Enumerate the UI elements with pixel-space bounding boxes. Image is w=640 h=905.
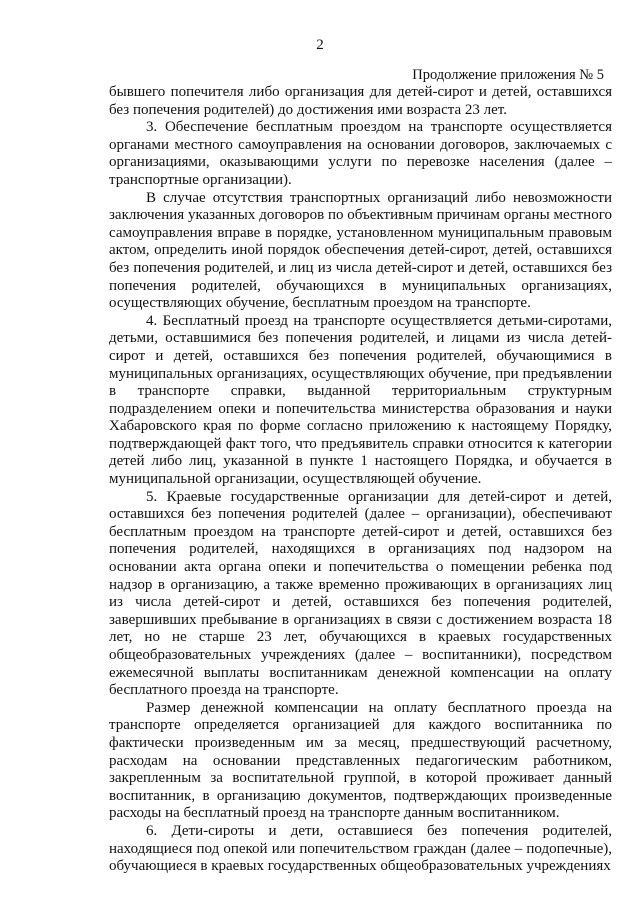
paragraph-6: Размер денежной компенсации на оплату бесплатного проезда на транспорте определяется организацией для каждого воспитанника по фактически произведенным им за месяц, предшествующий расчетному, расходам на основании представленных педагогическим работником, закрепленным за воспитательной группой, в которой проживает данный воспитанник, в организацию документов, подтверждающих произведенные расходы на бесплатный проезд на транспорте данным воспитанником.	[109, 699, 612, 822]
paragraph-7: 6. Дети-сироты и дети, оставшиеся без попечения родителей, находящиеся под опекой или попечительством граждан (далее – подопечные), обучающиеся в краевых государственных общеобразовательных учреждениях	[109, 822, 612, 875]
page-number: 2	[316, 37, 324, 53]
paragraph-5: 5. Краевые государственные организации для детей-сирот и детей, оставшихся без попечения родителей (далее – организации), обеспечивают бесплатным проездом на транспорте детей-сирот и детей, оставшихся без попечения родителей, находящихся в организациях под надзором на основании акта органа опеки и попечительства о помещении ребенка под надзор в организацию, а также временно проживающих в организациях лиц из числа детей-сирот и детей, оставшихся без попечения родителей, завершивших пребывание в организациях в связи с достижением возраста 18 лет, но не старше 23 лет, обучающихся в краевых государственных общеобразовательных учреждениях (далее – воспитанники), посредством ежемесячной выплаты воспитанникам денежной компенсации на оплату бесплатного проезда на транспорте.	[109, 488, 612, 699]
paragraph-3: В случае отсутствия транспортных организаций либо невозможности заключения указанных договоров по объективным причинам органы местного самоуправления вправе в порядке, установленном муниципальным правовым актом, определить иной порядок обеспечения детей-сирот, детей, оставшихся без попечения родителей, и лиц из числа детей-сирот и детей, оставшихся без попечения родителей, обучающихся в муниципальных организациях, осуществляющих обучение, бесплатным проездом на транспорте.	[109, 189, 612, 312]
document-body	[109, 84, 612, 876]
paragraph-4: 4. Бесплатный проезд на транспорте осуществляется детьми-сиротами, детьми, оставшимися без попечения родителей, и лицами из числа детей-сирот и детей, оставшихся без попечения родителей, обучающимися в муниципальных организациях, осуществляющих обучение, при предъявлении в транспорте справки, выданной территориальным структурным подразделением опеки и попечительства министерства образования и науки Хабаровского края по форме согласно приложению к настоящему Порядку, подтверждающей факт того, что предъявитель справки относится к категории детей либо лиц, указанной в пункте 1 настоящего Порядка, и обучается в муниципальной организации, осуществляющей обучение.	[109, 312, 612, 488]
paragraph-1: бывшего попечителя либо организация для детей-сирот и детей, оставшихся без попечения родителей) до достижения ими возраста 23 лет.	[109, 84, 612, 118]
continuation-note: Продолжение приложения № 5	[412, 67, 604, 83]
paragraph-2: 3. Обеспечение бесплатным проездом на транспорте осуществляется органами местного самоуправления на основании договоров, заключаемых с организациями, оказывающими услуги по перевозке населения (далее – транспортные организации).	[109, 119, 612, 188]
